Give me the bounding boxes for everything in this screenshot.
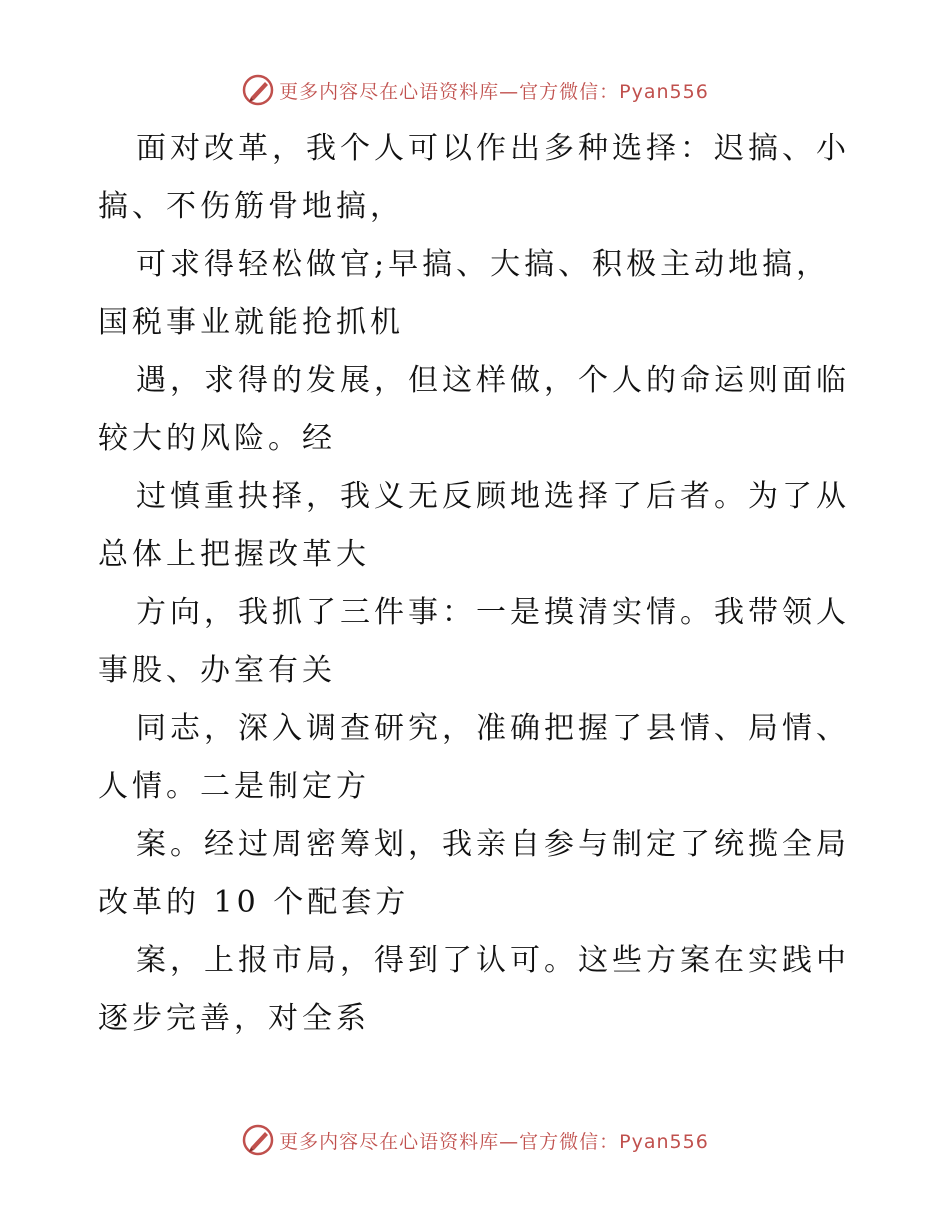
paragraph-line: 同志，深入调查研究，准确把握了县情、局情、: [136, 711, 850, 746]
footer-watermark: [0, 1120, 950, 1160]
pen-logo-icon: [241, 73, 275, 107]
paragraph-line: 可求得轻松做官;早搞、大搞、积极主动地搞，: [136, 247, 831, 282]
paragraph-line: 案，上报市局，得到了认可。这些方案在实践中: [136, 943, 850, 978]
paragraph-line: 面对改革，我个人可以作出多种选择：迟搞、小: [136, 131, 850, 166]
paragraph-line: 总体上把握改革大: [98, 537, 370, 572]
paragraph-line: 方向，我抓了三件事：一是摸清实情。我带领人: [136, 595, 850, 630]
header-watermark: [0, 70, 950, 110]
paragraph-line: 事股、办室有关: [98, 653, 336, 688]
document-body: [98, 120, 858, 1048]
paragraph-line: 逐步完善，对全系: [98, 1001, 370, 1036]
paragraph-line: 较大的风险。经: [98, 421, 336, 456]
header-watermark-text: 更多内容尽在心语资料库—官方微信：Pyan556: [279, 80, 709, 103]
paragraph-line: 搞、不伤筋骨地搞，: [98, 189, 404, 224]
paragraph-line: 案。经过周密筹划，我亲自参与制定了统揽全局: [136, 827, 850, 862]
footer-watermark-text: 更多内容尽在心语资料库—官方微信：Pyan556: [279, 1130, 709, 1153]
paragraph-line: 改革的 10 个配套方: [98, 885, 410, 920]
paragraph-line: 国税事业就能抢抓机: [98, 305, 404, 340]
paragraph-line: 遇，求得的发展，但这样做，个人的命运则面临: [136, 363, 850, 398]
pen-logo-icon: [241, 1123, 275, 1157]
paragraph-line: 过慎重抉择，我义无反顾地选择了后者。为了从: [136, 479, 850, 514]
paragraph-line: 人情。二是制定方: [98, 769, 370, 804]
